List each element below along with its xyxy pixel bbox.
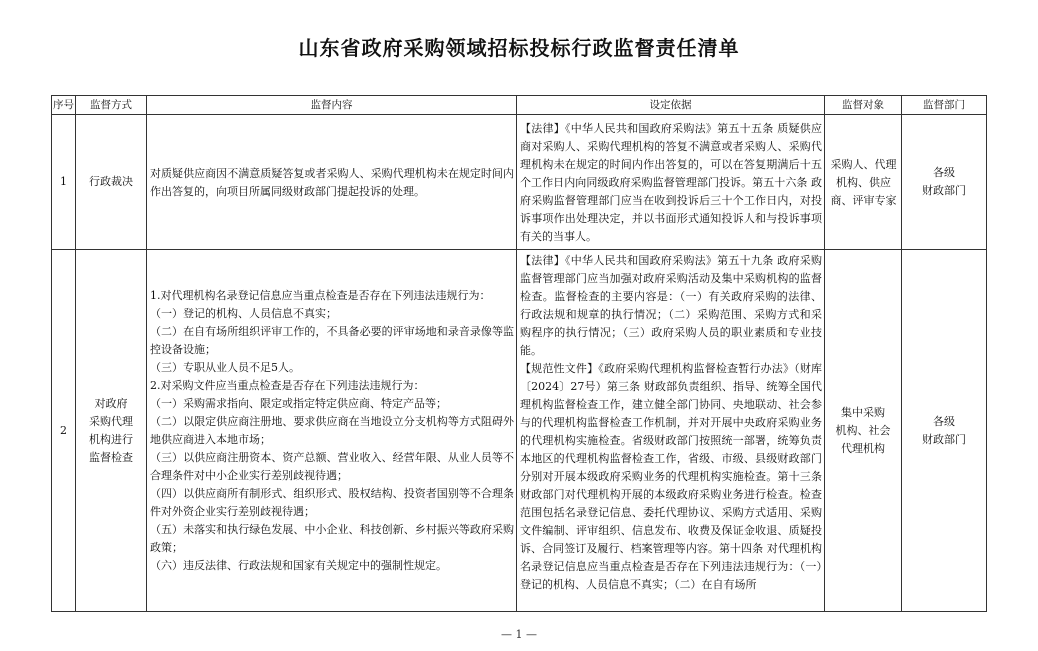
page-title: 山东省政府采购领域招标投标行政监督责任清单: [298, 36, 740, 60]
cell-paragraph: （五）未落实和执行绿色发展、中小企业、科技创新、乡村振兴等政府采购政策；: [150, 523, 514, 554]
header-content: 监督内容: [147, 96, 517, 115]
header-object: 监督对象: [825, 96, 902, 115]
row-object: [825, 115, 902, 250]
cell-paragraph: 【规范性文件】《政府采购代理机构监督检查暂行办法》（财库〔2024〕27号）第三条 财政部负责组织、指导、统筹全国代理机构监督检查工作，建立健全部门协同、央地联动、社会参与的代理机构监督检查工作机制，并对开展中央政府采购业务的代理机构实施检查。省级财政部门按照统一部署，统筹负责本地区的代理机构监督检查工作，省级、市级、县级财政部门分别对开展本级政府采购业务的代理机构实施检查。第十三条 财政部门对代理机构开展的本级政府采购业务进行检查。检查范围包括名录登记信息、委托代理协议、采购方式适用、采购文件编制、评审组织、信息发布、收费及保证金收退、质疑投诉、合同签订及履行、档案管理等内容。第十四条 对代理机构名录登记信息应当重点检查是否存在下列违法违规行为：（一）登记的机构、人员信息不真实；（二）在自有场所: [520, 362, 822, 591]
row-content-text: 对质疑供应商因不满意质疑答复或者采购人、采购代理机构未在规定时间内作出答复的，向项目所属同级财政部门提起投诉的处理。: [150, 166, 514, 198]
header-basis: 设定依据: [517, 96, 825, 115]
cell-line: 代理机构: [841, 441, 885, 455]
table-row: [52, 115, 987, 250]
header-dept: 监督部门: [902, 96, 987, 115]
table-row: [52, 250, 987, 612]
row-basis-lines: [517, 250, 824, 595]
cell-paragraph: （三）专职从业人员不足5人。: [150, 361, 300, 374]
cell-line: 财政部门: [922, 432, 966, 446]
cell-line: 监督检查: [89, 450, 133, 464]
cell-paragraph: （六）违反法律、行政法规和国家有关规定中的强制性规定。: [150, 559, 447, 572]
row-object-text: 采购人、代理机构、供应商、评审专家: [830, 157, 897, 207]
cell-line: 集中采购: [841, 405, 885, 419]
row-seq: 1: [52, 115, 76, 250]
header-method: 监督方式: [76, 96, 147, 115]
row-dept: [902, 250, 987, 612]
cell-paragraph: （四）以供应商所有制形式、组织形式、股权结构、投资者国别等不合理条件对外资企业实行差别歧视待遇；: [150, 487, 514, 518]
row-content: [147, 115, 517, 250]
row-content: [147, 250, 517, 612]
cell-line: 采购代理: [89, 414, 133, 428]
cell-paragraph: （一）登记的机构、人员信息不真实；: [150, 307, 337, 320]
cell-paragraph: 【法律】《中华人民共和国政府采购法》第五十九条 政府采购监督管理部门应当加强对政府采购活动及集中采购机构的监督检查。监督检查的主要内容是：（一）有关政府采购的法律、行政法规和规章的执行情况；（二）采购范围、采购方式和采购程序的执行情况；（三）政府采购人员的职业素质和专业技能。: [520, 254, 822, 357]
cell-line: 机构、社会: [835, 423, 891, 437]
row-object: [825, 250, 902, 612]
row-method-text: [76, 395, 146, 467]
cell-line: 各级: [933, 166, 955, 179]
responsibility-table: [51, 95, 987, 612]
page-number: — 1 —: [501, 628, 537, 641]
cell-line: 财政部门: [922, 184, 966, 197]
cell-line: 机构进行: [89, 432, 133, 446]
row-dept-text: [902, 164, 986, 200]
cell-line: 对政府: [94, 396, 128, 410]
cell-paragraph: 1.对代理机构名录登记信息应当重点检查是否存在下列违法违规行为：: [150, 289, 491, 302]
cell-paragraph: （二）以限定供应商注册地、要求供应商在当地设立分支机构等方式阻碍外地供应商进入本地市场；: [150, 415, 514, 446]
cell-paragraph: （一）采购需求指向、限定或指定特定供应商、特定产品等；: [150, 397, 447, 410]
cell-paragraph: （三）以供应商注册资本、资产总额、营业收入、经营年限、从业人员等不合理条件对中小企业实行差别歧视待遇；: [150, 451, 514, 482]
row-content-lines: [147, 285, 516, 576]
cell-paragraph: 2.对采购文件应当重点检查是否存在下列违法违规行为：: [150, 379, 425, 392]
row-method: 行政裁决: [76, 115, 147, 250]
row-basis: [517, 115, 825, 250]
header-seq: 序号: [52, 96, 76, 115]
row-basis: [517, 250, 825, 612]
table-header-row: [52, 96, 987, 115]
row-object-text: [825, 404, 901, 458]
row-seq: 2: [52, 250, 76, 612]
cell-line: 各级: [933, 414, 955, 428]
row-basis-text: 【法律】《中华人民共和国政府采购法》第五十五条 质疑供应商对采购人、采购代理机构的答复不满意或者采购人、采购代理机构未在规定的时间内作出答复的，可以在答复期满后十五个工作日内向同级政府采购监督管理部门投诉。第五十六条 政府采购监督管理部门应当在收到投诉后三十个工作日内，对投诉事项作出处理决定，并以书面形式通知投诉人和与投诉事项有关的当事人。: [520, 121, 822, 243]
row-dept-text: [902, 413, 986, 449]
cell-paragraph: （二）在自有场所组织评审工作的，不具备必要的评审场地和录音录像等监控设备设施；: [150, 325, 514, 356]
row-dept: [902, 115, 987, 250]
row-method: [76, 250, 147, 612]
